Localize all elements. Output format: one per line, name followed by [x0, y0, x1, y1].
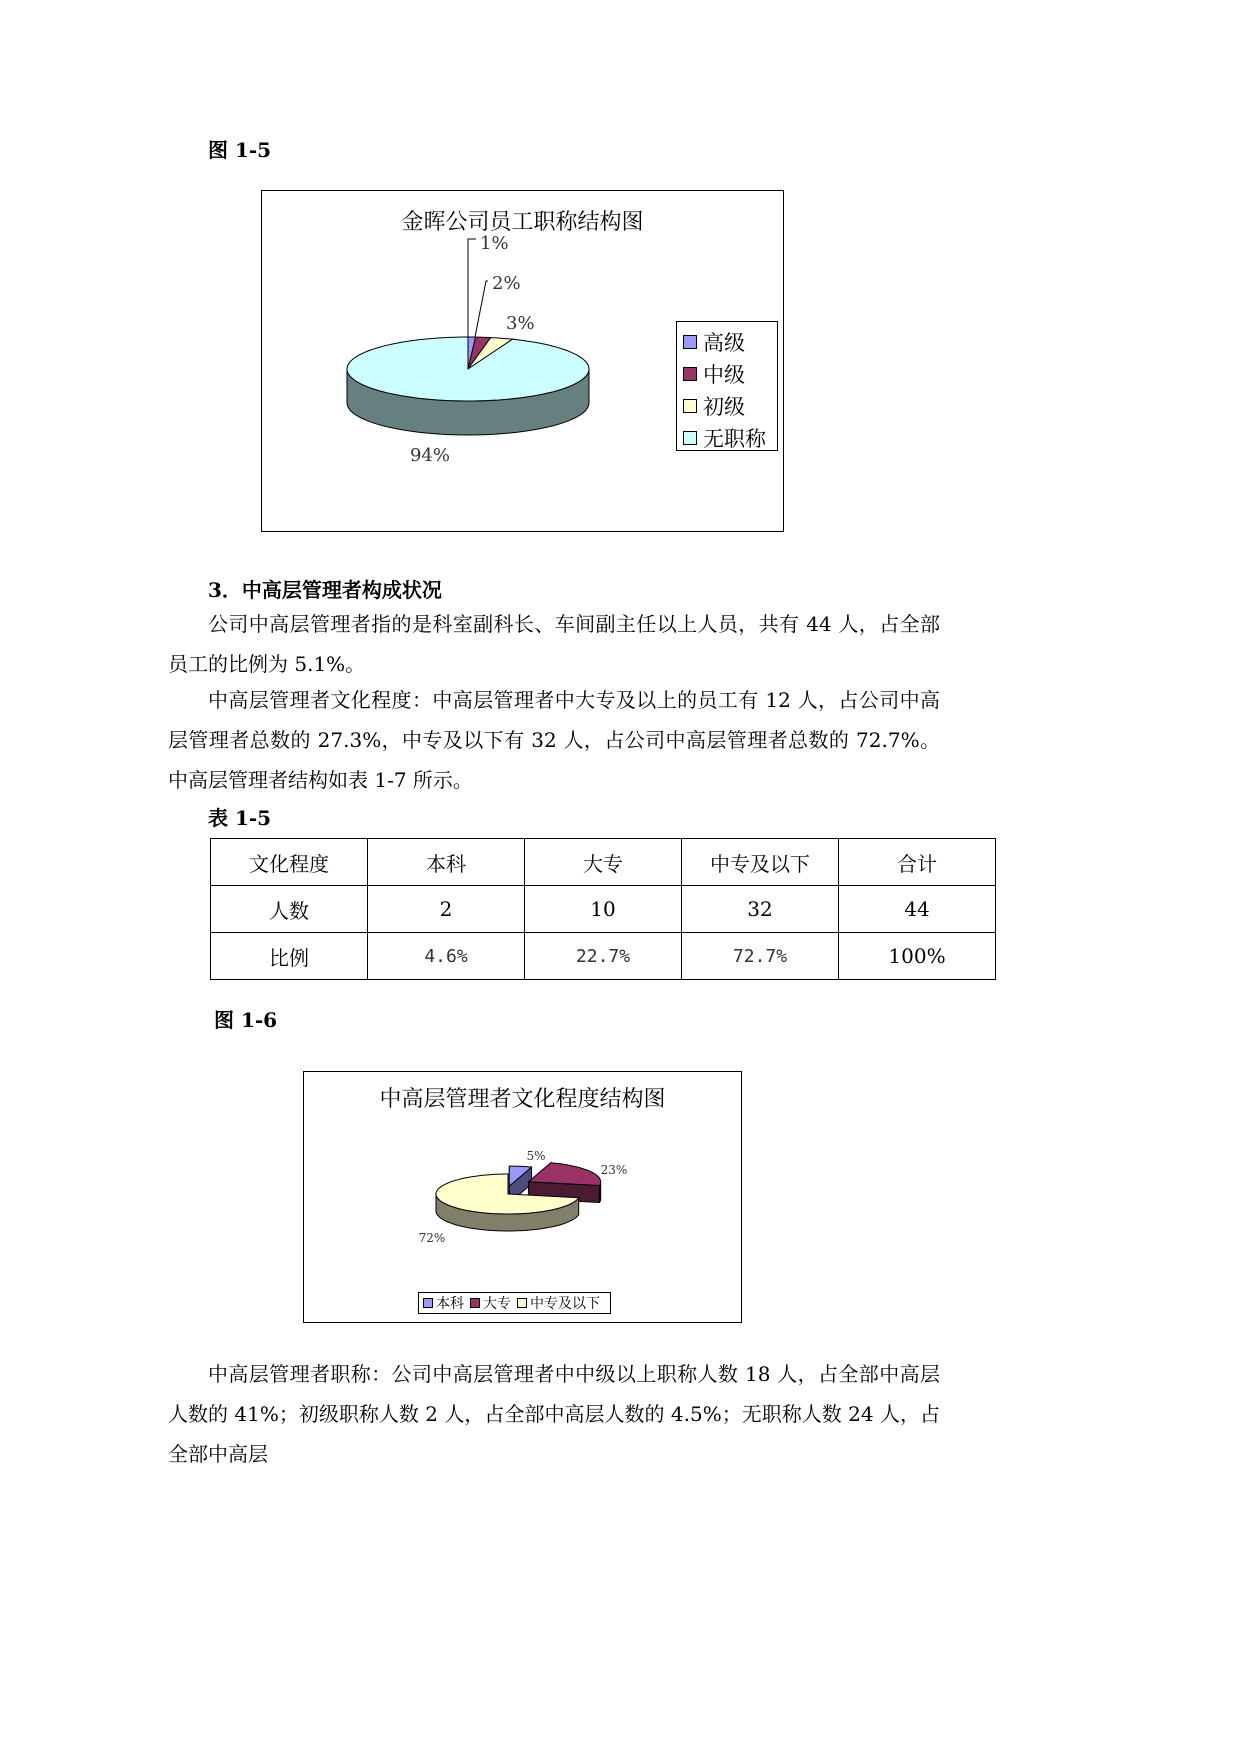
pie-slice-大专 — [529, 1163, 601, 1186]
legend-item — [683, 422, 777, 454]
legend-label: 高级 — [703, 331, 745, 355]
table-cell: 4.6% — [368, 933, 525, 980]
legend-label: 本科 — [436, 1296, 464, 1312]
table-header-cell: 大专 — [525, 839, 682, 886]
data-label: 72% — [418, 1231, 446, 1245]
legend-label: 无职称 — [703, 427, 766, 451]
figure-label-1-5: 图 1-5 — [208, 138, 272, 162]
table-cell: 44 — [839, 886, 996, 933]
legend-item — [517, 1293, 600, 1313]
table-header-cell: 本科 — [368, 839, 525, 886]
data-label: 1% — [480, 233, 509, 254]
table-header-cell: 合计 — [839, 839, 996, 886]
data-label: 94% — [409, 445, 451, 466]
legend-swatch — [683, 335, 697, 349]
legend-label: 中级 — [703, 363, 745, 387]
job-title-pie-chart — [261, 190, 784, 532]
figure-label-1-6: 图 1-6 — [214, 1008, 278, 1032]
table-row — [211, 839, 996, 886]
legend-item — [423, 1293, 464, 1313]
table-header-cell: 中专及以下 — [682, 839, 839, 886]
legend-swatch — [683, 399, 697, 413]
education-pie-chart — [303, 1071, 742, 1323]
chart-legend — [676, 321, 778, 451]
legend-swatch — [517, 1298, 527, 1308]
legend-swatch — [423, 1298, 433, 1308]
paragraph-management-count: 公司中高层管理者指的是科室副科长、车间副主任以上人员，共有 44 人，占全部员工的比例为 5.1%。 — [168, 612, 940, 676]
table-label-1-5: 表 1-5 — [208, 806, 272, 830]
legend-label: 大专 — [483, 1296, 511, 1312]
leader-line — [468, 239, 476, 337]
chart-title: 中高层管理者文化程度结构图 — [379, 1087, 666, 1112]
section-heading: 3．中高层管理者构成状况 — [208, 578, 442, 602]
table-header-cell: 文化程度 — [211, 839, 368, 886]
data-label: 5% — [526, 1149, 546, 1163]
legend-item — [683, 326, 777, 358]
legend-item — [683, 390, 777, 422]
data-label: 3% — [506, 313, 535, 334]
table-cell: 人数 — [211, 886, 368, 933]
chart-title: 金晖公司员工职称结构图 — [401, 210, 644, 235]
table-cell: 100% — [839, 933, 996, 980]
table-row — [211, 886, 996, 933]
table-cell: 比例 — [211, 933, 368, 980]
table-cell: 10 — [525, 886, 682, 933]
legend-label: 初级 — [703, 395, 745, 419]
data-label: 23% — [600, 1163, 628, 1177]
paragraph-education-level: 中高层管理者文化程度：中高层管理者中大专及以上的员工有 12 人，占公司中高层管理者总数的 27.3%，中专及以下有 32 人，占公司中高层管理者总数的 72.7%。中高层管理者结构如表 1-7 所示。 — [168, 688, 940, 792]
leader-line — [475, 281, 488, 337]
legend-item — [683, 358, 777, 390]
table-cell: 22.7% — [525, 933, 682, 980]
table-cell: 2 — [368, 886, 525, 933]
table-row — [211, 933, 996, 980]
legend-swatch — [470, 1298, 480, 1308]
pie-chart-canvas — [304, 1072, 743, 1324]
legend-swatch — [683, 431, 697, 445]
pie-slice-无职称 — [347, 337, 589, 401]
table-cell: 72.7% — [682, 933, 839, 980]
legend-item — [470, 1293, 511, 1313]
legend-label: 中专及以下 — [530, 1296, 600, 1312]
education-table — [210, 838, 996, 980]
table-cell: 32 — [682, 886, 839, 933]
data-label: 2% — [492, 273, 521, 294]
paragraph-job-titles: 中高层管理者职称：公司中高层管理者中中级以上职称人数 18 人，占全部中高层人数的 41%；初级职称人数 2 人，占全部中高层人数的 4.5%；无职称人数 24 人，占全部中高层 — [168, 1362, 940, 1466]
legend-swatch — [683, 367, 697, 381]
chart-legend — [418, 1292, 611, 1314]
